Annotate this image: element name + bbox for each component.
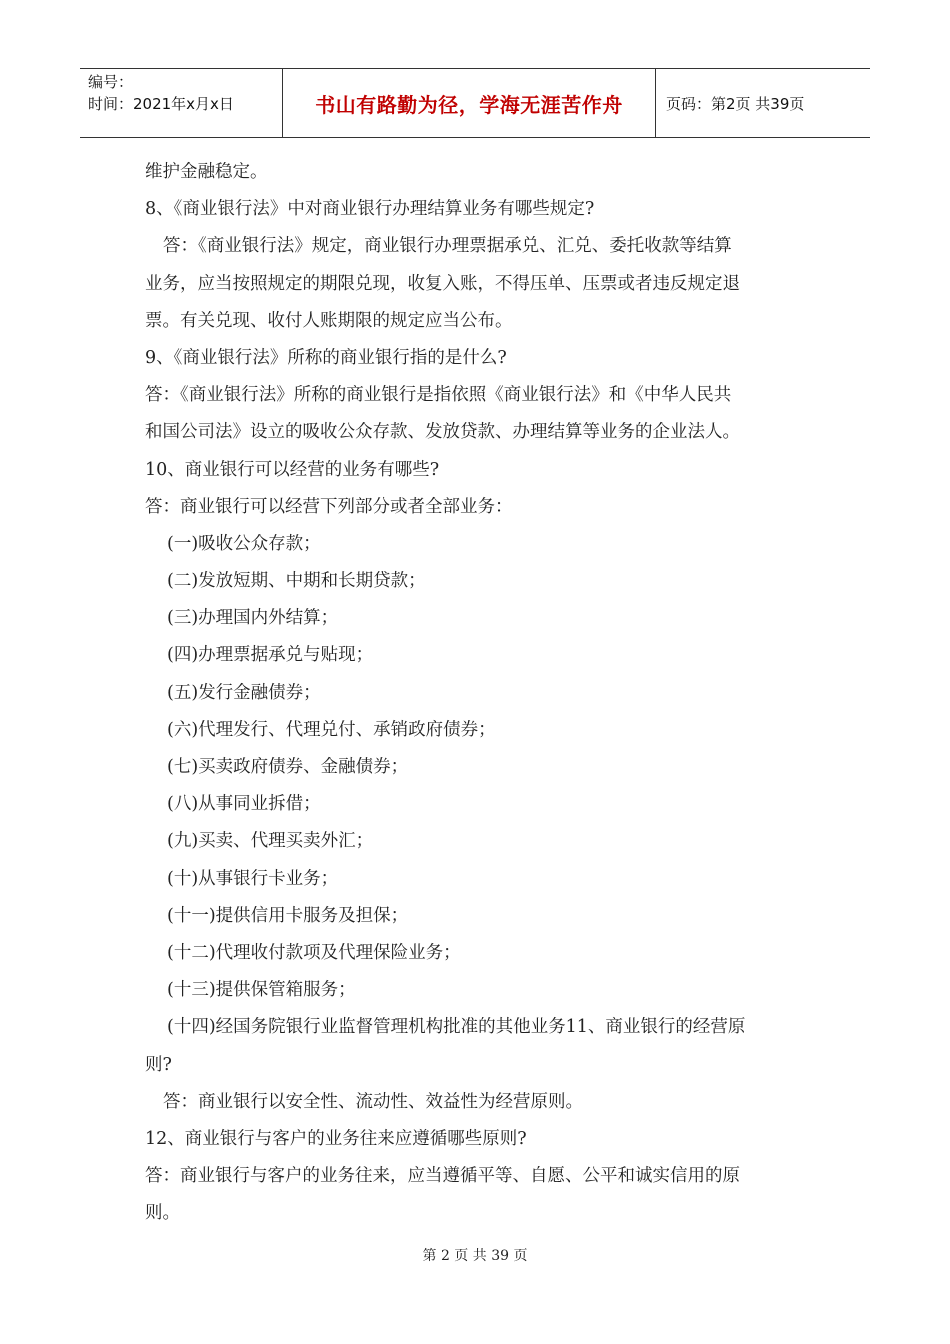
question-9: 9、《商业银行法》所称的商业银行指的是什么?	[145, 347, 507, 368]
header-meta	[80, 69, 282, 137]
question-12: 12、商业银行与客户的业务往来应遵循哪些原则?	[145, 1128, 527, 1149]
list-item: (四)办理票据承兑与贴现；	[167, 645, 374, 666]
answer-12-line-1: 答：商业银行与客户的业务往来，应当遵循平等、自愿、公平和诚实信用的原	[145, 1166, 740, 1187]
list-item: (六)代理发行、代理兑付、承销政府债券；	[167, 719, 496, 740]
header-page-info-cell	[656, 69, 870, 137]
question-8: 8、《商业银行法》中对商业银行办理结算业务有哪些规定?	[145, 199, 595, 220]
answer-9-line-1: 答：《商业银行法》所称的商业银行是指依照《商业银行法》和《中华人民共	[145, 385, 732, 406]
list-item: (二)发放短期、中期和长期贷款；	[167, 571, 426, 592]
list-item: (五)发行金融债券；	[167, 682, 321, 703]
document-body	[145, 154, 805, 1232]
list-item: (七)买卖政府债券、金融债券；	[167, 757, 409, 777]
text-line: 维护金融稳定。	[145, 162, 268, 182]
motto-text: 书山有路勤为径，学海无涯苦作舟	[315, 92, 623, 117]
list-item: (十一)提供信用卡服务及担保；	[167, 905, 409, 926]
list-item: (八)从事同业拆借；	[167, 794, 321, 815]
answer-8-line-2: 业务，应当按照规定的期限兑现，收复入账，不得压单、压票或者违反规定退	[145, 273, 740, 294]
time-label: 时间：2021年x月x日	[88, 95, 234, 113]
answer-8-line-3: 票。有关兑现、收付人账期限的规定应当公布。	[145, 310, 513, 331]
answer-9-line-2: 和国公司法》设立的吸收公众存款、发放贷款、办理结算等业务的企业法人。	[145, 422, 740, 443]
answer-12-line-2: 则。	[145, 1203, 180, 1224]
answer-8-line-1: 答：《商业银行法》规定，商业银行办理票据承兑、汇兑、委托收款等结算	[163, 236, 732, 257]
list-item: (三)办理国内外结算；	[167, 608, 339, 629]
page-footer: 第 2 页 共 39 页	[422, 1248, 528, 1264]
list-item: (一)吸收公众存款；	[167, 533, 321, 554]
page-info: 页码：第2页 共39页	[666, 94, 805, 113]
list-item: (十三)提供保管箱服务；	[167, 980, 356, 1001]
answer-11: 答：商业银行以安全性、流动性、效益性为经营原则。	[163, 1091, 583, 1112]
list-item: (十二)代理收付款项及代理保险业务；	[167, 942, 461, 963]
question-11-end: 则?	[145, 1054, 172, 1075]
question-10: 10、商业银行可以经营的业务有哪些?	[145, 459, 440, 480]
list-item: (十四)经国务院银行业监督管理机构批准的其他业务11、商业银行的经营原	[167, 1017, 746, 1038]
code-label: 编号：	[88, 73, 134, 91]
list-item: (十)从事银行卡业务；	[167, 868, 339, 889]
list-item: (九)买卖、代理买卖外汇；	[167, 831, 374, 852]
header-motto-cell	[282, 69, 656, 137]
answer-10-intro: 答：商业银行可以经营下列部分或者全部业务：	[145, 496, 513, 517]
page-header	[80, 68, 870, 138]
